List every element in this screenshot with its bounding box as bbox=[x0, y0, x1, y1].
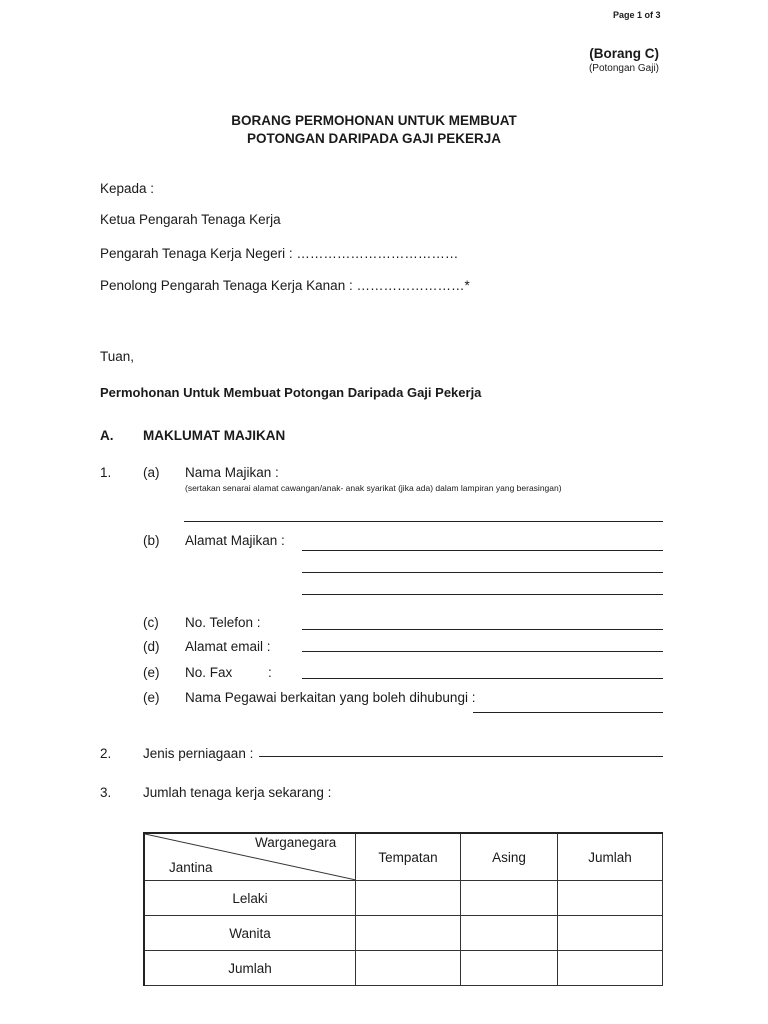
row-label: Jumlah bbox=[144, 951, 356, 986]
pegawai-label: Nama Pegawai berkaitan yang boleh dihubungi : bbox=[185, 690, 476, 705]
jenis-perniagaan-field[interactable] bbox=[259, 756, 663, 757]
table-cell[interactable] bbox=[558, 951, 663, 986]
item1e-pegawai-label: (e) bbox=[143, 690, 160, 705]
jenis-perniagaan-label: Jenis perniagaan : bbox=[143, 746, 254, 761]
form-title-line2: POTONGAN DARIPADA GAJI PEKERJA bbox=[246, 131, 502, 146]
nama-majikan-note: (sertakan senarai alamat cawangan/anak- anak syarikat (jika ada) dalam lampiran yang berasingan) bbox=[185, 483, 562, 493]
table-cell[interactable] bbox=[558, 881, 663, 916]
column-header: Asing bbox=[461, 833, 558, 881]
row-label: Wanita bbox=[144, 916, 356, 951]
page-indicator: Page 1 of 3 bbox=[613, 10, 661, 20]
nama-majikan-field[interactable] bbox=[184, 521, 663, 522]
item1-number: 1. bbox=[100, 465, 112, 480]
address-pengarah-negeri: Pengarah Tenaga Kerja Negeri : ……………………………… bbox=[100, 246, 459, 261]
telefon-field[interactable] bbox=[302, 629, 663, 630]
alamat-majikan-field-2[interactable] bbox=[302, 572, 663, 573]
row-label: Lelaki bbox=[144, 881, 356, 916]
telefon-label: No. Telefon : bbox=[185, 615, 261, 630]
jumlah-tenaga-label: Jumlah tenaga kerja sekarang : bbox=[143, 785, 332, 800]
alamat-majikan-label: Alamat Majikan : bbox=[185, 533, 285, 548]
table-row bbox=[144, 951, 663, 986]
table-header-row bbox=[144, 833, 663, 881]
table-cell[interactable] bbox=[558, 916, 663, 951]
table-row bbox=[144, 916, 663, 951]
table-cell[interactable] bbox=[356, 951, 461, 986]
item1e-fax-label: (e) bbox=[143, 665, 160, 680]
corner-header-cell bbox=[144, 833, 356, 881]
table-cell[interactable] bbox=[461, 881, 558, 916]
address-ketua: Ketua Pengarah Tenaga Kerja bbox=[100, 212, 281, 227]
column-header: Jumlah bbox=[558, 833, 663, 881]
table-cell[interactable] bbox=[356, 881, 461, 916]
table-cell[interactable] bbox=[461, 951, 558, 986]
table-cell[interactable] bbox=[461, 916, 558, 951]
address-penolong: Penolong Pengarah Tenaga Kerja Kanan : ……………………* bbox=[100, 278, 470, 293]
form-code: (Borang C) bbox=[589, 46, 659, 61]
alamat-majikan-field-3[interactable] bbox=[302, 594, 663, 595]
alamat-majikan-field-1[interactable] bbox=[302, 550, 663, 551]
address-kepada: Kepada : bbox=[100, 181, 155, 196]
item1a-label: (a) bbox=[143, 465, 160, 480]
item1b-label: (b) bbox=[143, 533, 160, 548]
corner-top-label: Warganegara bbox=[255, 835, 337, 850]
form-title-line1: BORANG PERMOHONAN UNTUK MEMBUAT bbox=[231, 113, 517, 128]
email-label: Alamat email : bbox=[185, 639, 271, 654]
fax-colon: : bbox=[268, 665, 272, 680]
fax-label: No. Fax bbox=[185, 665, 233, 680]
column-header: Tempatan bbox=[356, 833, 461, 881]
table-row bbox=[144, 881, 663, 916]
email-field[interactable] bbox=[302, 651, 663, 652]
item1d-label: (d) bbox=[143, 639, 160, 654]
nama-majikan-label: Nama Majikan : bbox=[185, 465, 279, 480]
subject-line: Permohonan Untuk Membuat Potongan Daripada Gaji Pekerja bbox=[100, 385, 482, 400]
fax-field[interactable] bbox=[302, 678, 663, 679]
workforce-table bbox=[143, 832, 663, 986]
item2-number: 2. bbox=[100, 746, 112, 761]
pegawai-field[interactable] bbox=[473, 712, 663, 713]
form-subtitle: (Potongan Gaji) bbox=[588, 63, 659, 74]
item1c-label: (c) bbox=[143, 615, 159, 630]
corner-bottom-label: Jantina bbox=[169, 860, 213, 875]
section-a-letter: A. bbox=[100, 428, 114, 443]
table-cell[interactable] bbox=[356, 916, 461, 951]
item3-number: 3. bbox=[100, 785, 112, 800]
salutation: Tuan, bbox=[100, 349, 135, 364]
section-a-title: MAKLUMAT MAJIKAN bbox=[143, 428, 286, 443]
